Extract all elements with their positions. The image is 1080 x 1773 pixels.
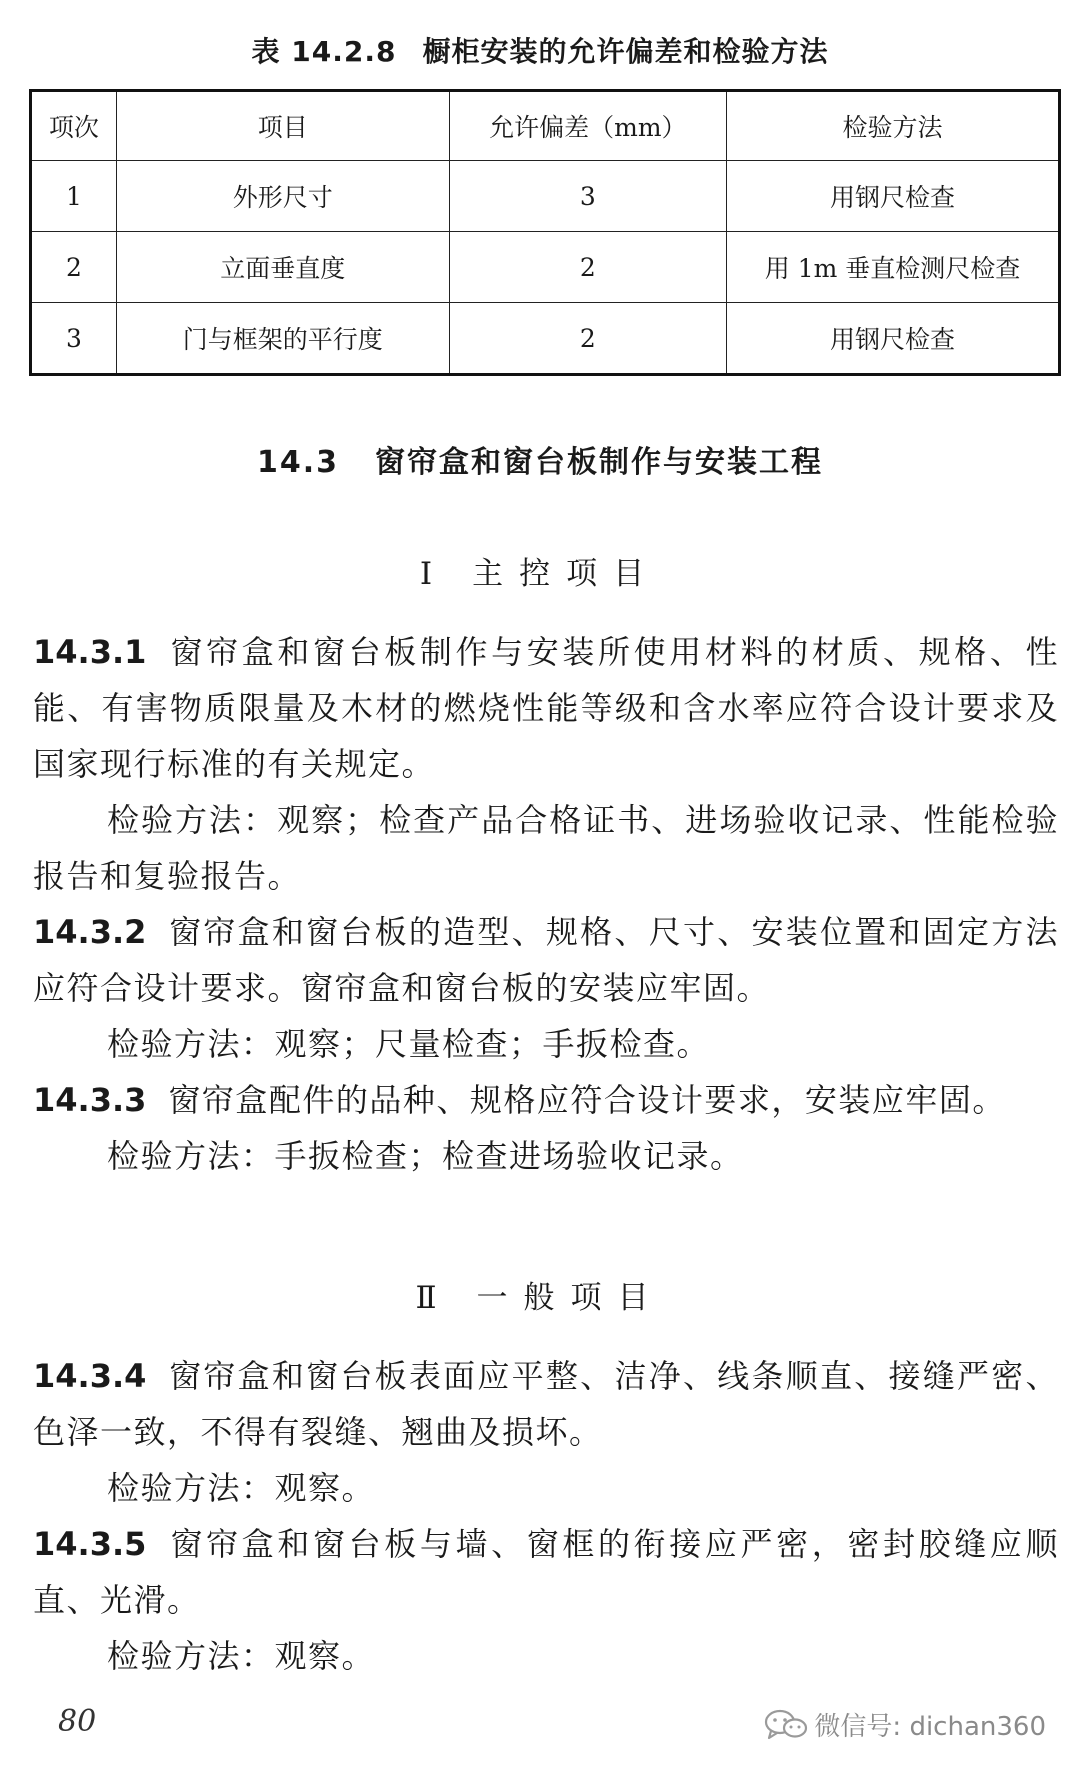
cell-index: 3 (31, 303, 117, 375)
cell-item: 外形尺寸 (116, 161, 449, 232)
section-title (0, 437, 1080, 481)
table-number: 表 14.2.8 (251, 35, 397, 68)
clause-14-3-1 (33, 624, 1059, 792)
cell-index: 2 (31, 232, 117, 303)
header-index: 项次 (31, 91, 117, 161)
clause-14-3-4 (33, 1348, 1059, 1460)
cell-tolerance: 3 (449, 161, 726, 232)
page-number: 80 (58, 1704, 97, 1739)
wechat-watermark (764, 1706, 1046, 1743)
cell-item: 立面垂直度 (116, 232, 449, 303)
cell-method: 用钢尺检查 (727, 303, 1060, 375)
header-tolerance: 允许偏差（mm） (449, 91, 726, 161)
section-number: 14.3 (256, 445, 340, 480)
clause-14-3-5 (33, 1516, 1059, 1628)
table-row (31, 232, 1060, 303)
inspection-method: 检验方法：观察。 (107, 1469, 376, 1507)
cell-index: 1 (31, 161, 117, 232)
main-control-heading (0, 548, 1080, 593)
table-caption: 橱柜安装的允许偏差和检验方法 (422, 35, 829, 68)
table-header-row (31, 91, 1060, 161)
clause-text: 窗帘盒和窗台板制作与安装所使用材料的材质、规格、性能、有害物质限量及木材的燃烧性能等级和含水率应符合设计要求及国家现行标准的有关规定。 (33, 633, 1059, 783)
general-roman: Ⅱ (415, 1280, 437, 1316)
general-title: 一般项目 (476, 1280, 665, 1316)
section-heading: 窗帘盒和窗台板制作与安装工程 (375, 445, 824, 480)
clause-text: 窗帘盒和窗台板表面应平整、洁净、线条顺直、接缝严密、色泽一致，不得有裂缝、翘曲及损坏。 (33, 1357, 1059, 1451)
clause-number: 14.3.1 (33, 633, 147, 671)
clause-14-3-3 (33, 1072, 1059, 1128)
table-title (0, 30, 1080, 70)
table-row (31, 161, 1060, 232)
clause-text: 窗帘盒配件的品种、规格应符合设计要求，安装应牢固。 (168, 1081, 1006, 1119)
clause-14-3-2 (33, 904, 1059, 1016)
main-control-title: 主控项目 (472, 556, 661, 592)
clause-number: 14.3.3 (33, 1081, 147, 1119)
cell-method: 用钢尺检查 (727, 161, 1060, 232)
cell-method: 用 1m 垂直检测尺检查 (727, 232, 1060, 303)
header-item: 项目 (116, 91, 449, 161)
cell-tolerance: 2 (449, 303, 726, 375)
watermark-text: 微信号: dichan360 (814, 1712, 1046, 1742)
clause-number: 14.3.5 (33, 1525, 147, 1563)
header-method: 检验方法 (727, 91, 1060, 161)
clause-number: 14.3.4 (33, 1357, 147, 1395)
inspection-method: 检验方法：手扳检查；检查进场验收记录。 (107, 1137, 744, 1175)
inspection-method: 检验方法：观察；尺量检查；手扳检查。 (107, 1025, 711, 1063)
inspection-method: 检验方法：观察；检查产品合格证书、进场验收记录、性能检验报告和复验报告。 (33, 801, 1059, 895)
tolerance-table (29, 89, 1061, 376)
main-control-clauses (33, 624, 1059, 1184)
clause-text: 窗帘盒和窗台板与墙、窗框的衔接应严密，密封胶缝应顺直、光滑。 (33, 1525, 1059, 1619)
wechat-icon (764, 1708, 808, 1742)
table-row (31, 303, 1060, 375)
clause-number: 14.3.2 (33, 913, 147, 951)
inspection-method: 检验方法：观察。 (107, 1637, 376, 1675)
main-control-roman: Ⅰ (419, 556, 433, 592)
cell-tolerance: 2 (449, 232, 726, 303)
clause-text: 窗帘盒和窗台板的造型、规格、尺寸、安装位置和固定方法应符合设计要求。窗帘盒和窗台板的安装应牢固。 (33, 913, 1059, 1007)
general-heading (0, 1272, 1080, 1317)
cell-item: 门与框架的平行度 (116, 303, 449, 375)
general-clauses (33, 1348, 1059, 1684)
